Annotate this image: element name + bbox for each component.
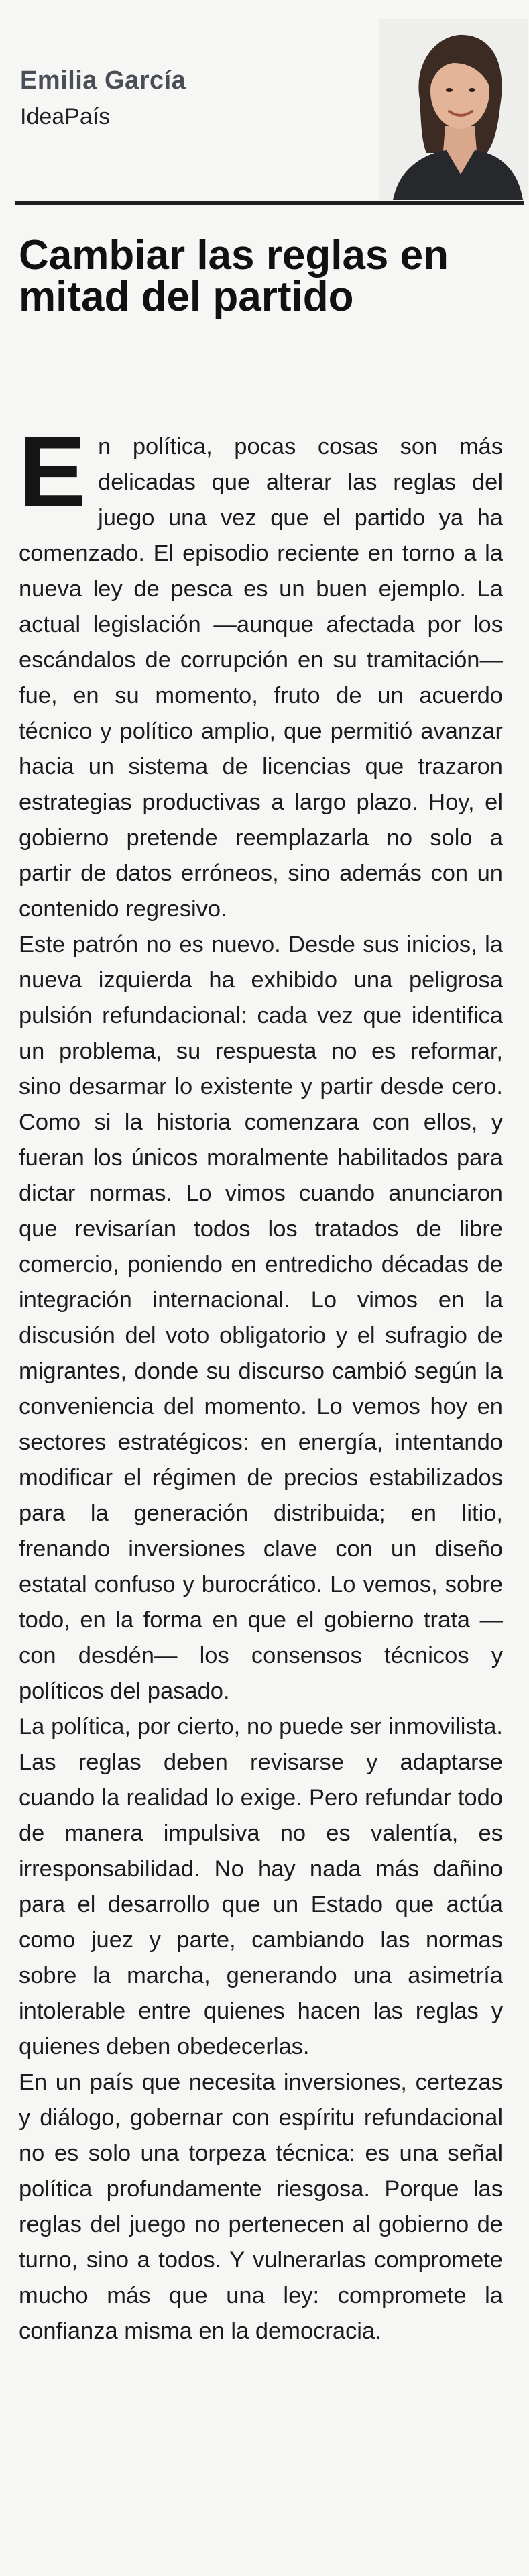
headline: Cambiar las reglas en mitad del partido bbox=[19, 232, 449, 320]
article-body bbox=[19, 415, 503, 2349]
article-paragraph bbox=[19, 415, 503, 927]
article-paragraph: En un país que necesita inversiones, certezas y diálogo, gobernar con espíritu refundacional no es solo una torpeza técnica: es una señal política profundamente riesgosa. Porque las reglas del juego no pertenecen al gobierno de turno, sino a todos. Y vulnerarlas compromete mucho más que una ley: compromete la confianza misma en la democracia. bbox=[19, 2070, 503, 2344]
author-name: Emilia García bbox=[20, 66, 186, 95]
paragraph-text: n política, pocas cosas son más delicadas que alterar las reglas del juego una vez que el partido ya ha comenzado. El episodio reciente en torno a la nueva ley de pesca es un buen ejemplo. La actual legislación —aunque afectada por los escándalos de corrupción en su tramitación— fue, en su momento, fruto de un acuerdo técnico y político amplio, que permitió avanzar hacia un sistema de licencias que trazaron estrategias productivas a largo plazo. Hoy, el gobierno pretende reemplazarla no solo a partir de datos erróneos, sino además con un contenido regresivo. bbox=[19, 434, 503, 922]
header-rule bbox=[15, 201, 524, 205]
drop-cap: E bbox=[19, 415, 86, 528]
byline bbox=[20, 66, 186, 130]
article-paragraph: Este patrón no es nuevo. Desde sus inicios, la nueva izquierda ha exhibido una peligrosa pulsión refundacional: cada vez que identifica un problema, su respuesta no es reformar, sino desarmar lo existente y partir desde cero. Como si la historia comenzara con ellos, y fueran los únicos moralmente habilitados para dictar normas. Lo vimos cuando anunciaron que revisarían todos los tratados de libre comercio, poniendo en entredicho décadas de integración internacional. Lo vimos en la discusión del voto obligatorio y el sufragio de migrantes, donde su discurso cambió según la conveniencia del momento. Lo vemos hoy en sectores estratégicos: en energía, intentando modificar el régimen de precios estabilizados para la generación distribuida; en litio, frenando inversiones clave con un diseño estatal confuso y burocrático. Lo vemos, sobre todo, en la forma en que el gobierno trata —con desdén— los consensos técnicos y políticos del pasado. bbox=[19, 932, 503, 1704]
author-portrait bbox=[379, 19, 528, 200]
author-affiliation: IdeaPaís bbox=[20, 104, 111, 129]
author-portrait-image bbox=[379, 19, 528, 200]
article-paragraph: La política, por cierto, no puede ser inmovilista. Las reglas deben revisarse y adaptarse cuando la realidad lo exige. Pero refundar todo de manera impulsiva no es valentía, es irresponsabilidad. No hay nada más dañino para el desarrollo que un Estado que actúa como juez y parte, cambiando las normas sobre la marcha, generando una asimetría intolerable entre quienes hacen las reglas y quienes deben obedecerlas. bbox=[19, 1714, 503, 2059]
